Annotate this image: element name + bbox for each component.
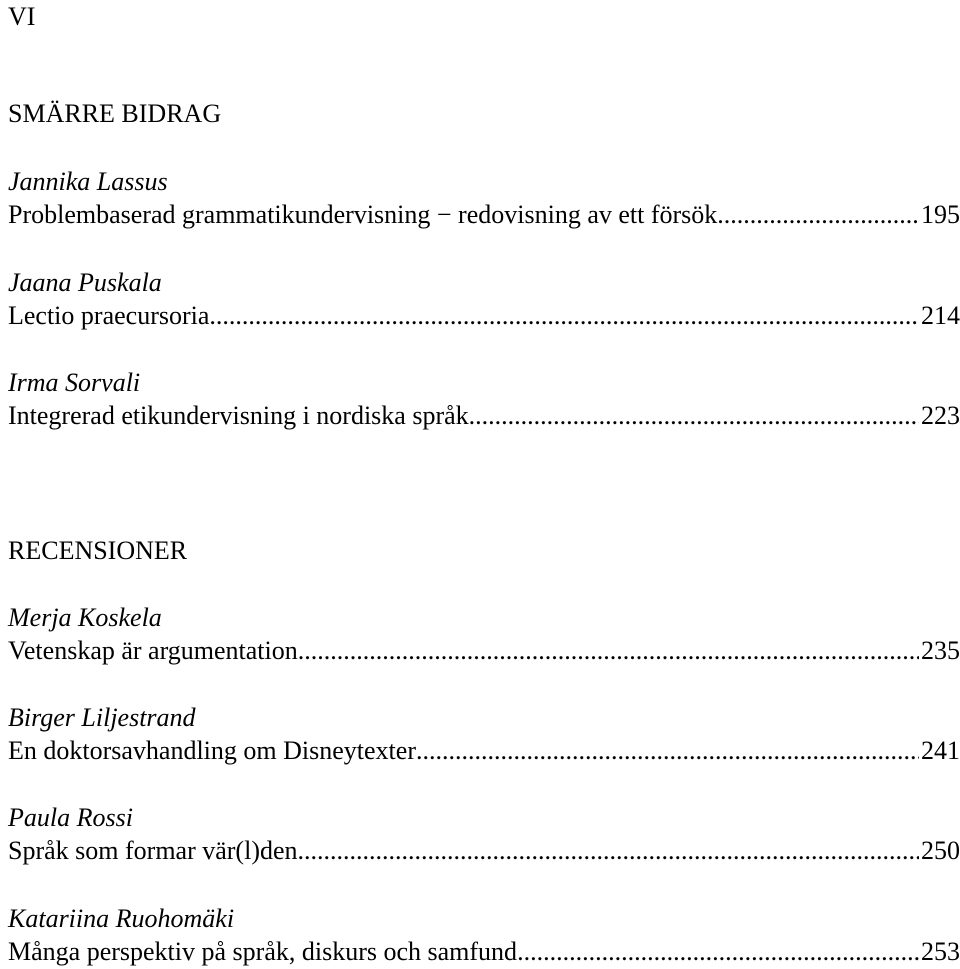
entry-line [8,834,960,867]
entry-title: En doktorsavhandling om Disneytexter [8,736,416,765]
dot-leader [469,399,919,432]
dot-leader [717,198,919,231]
entry-page: 195 [921,200,960,229]
entry-author: Jannika Lassus [8,167,168,196]
entry-page: 253 [921,937,960,966]
entry-title: Språk som formar vär(l)den [8,836,298,865]
entry-title: Integrerad etikundervisning i nordiska språk [8,401,469,430]
dot-leader [416,734,919,767]
entry-line [8,734,960,767]
page-number: VI [8,2,36,31]
entry-author: Jaana Puskala [8,268,162,297]
toc-entry[interactable] [8,601,960,667]
entry-title: Lectio praecursoria [8,301,210,330]
toc-entry[interactable] [8,801,960,867]
section-heading-smarre-bidrag: SMÄRRE BIDRAG [8,99,222,128]
dot-leader [209,299,919,332]
entry-author: Birger Liljestrand [8,703,196,732]
dot-leader [298,834,919,867]
toc-entry[interactable] [8,366,960,432]
entry-page: 250 [921,836,960,865]
entry-line [8,634,960,667]
entry-page: 235 [921,636,960,665]
dot-leader [517,935,919,968]
toc-entry[interactable] [8,266,960,332]
entry-title: Många perspektiv på språk, diskurs och samfund [8,937,518,966]
toc-entry[interactable] [8,902,960,968]
entry-title: Problembaserad grammatikundervisning − redovisning av ett försök [8,200,718,229]
entry-line [8,399,960,432]
entry-page: 214 [921,301,960,330]
entry-line [8,198,960,231]
entry-author: Paula Rossi [8,803,133,832]
entry-title: Vetenskap är argumentation [8,636,298,665]
entry-author: Irma Sorvali [8,368,141,397]
section-heading-recensioner: RECENSIONER [8,536,188,565]
entry-line [8,299,960,332]
entry-author: Merja Koskela [8,603,162,632]
entry-line [8,935,960,968]
entry-author: Katariina Ruohomäki [8,904,235,933]
entry-page: 241 [921,736,960,765]
dot-leader [298,634,919,667]
toc-entry[interactable] [8,165,960,231]
entry-page: 223 [921,401,960,430]
toc-entry[interactable] [8,701,960,767]
